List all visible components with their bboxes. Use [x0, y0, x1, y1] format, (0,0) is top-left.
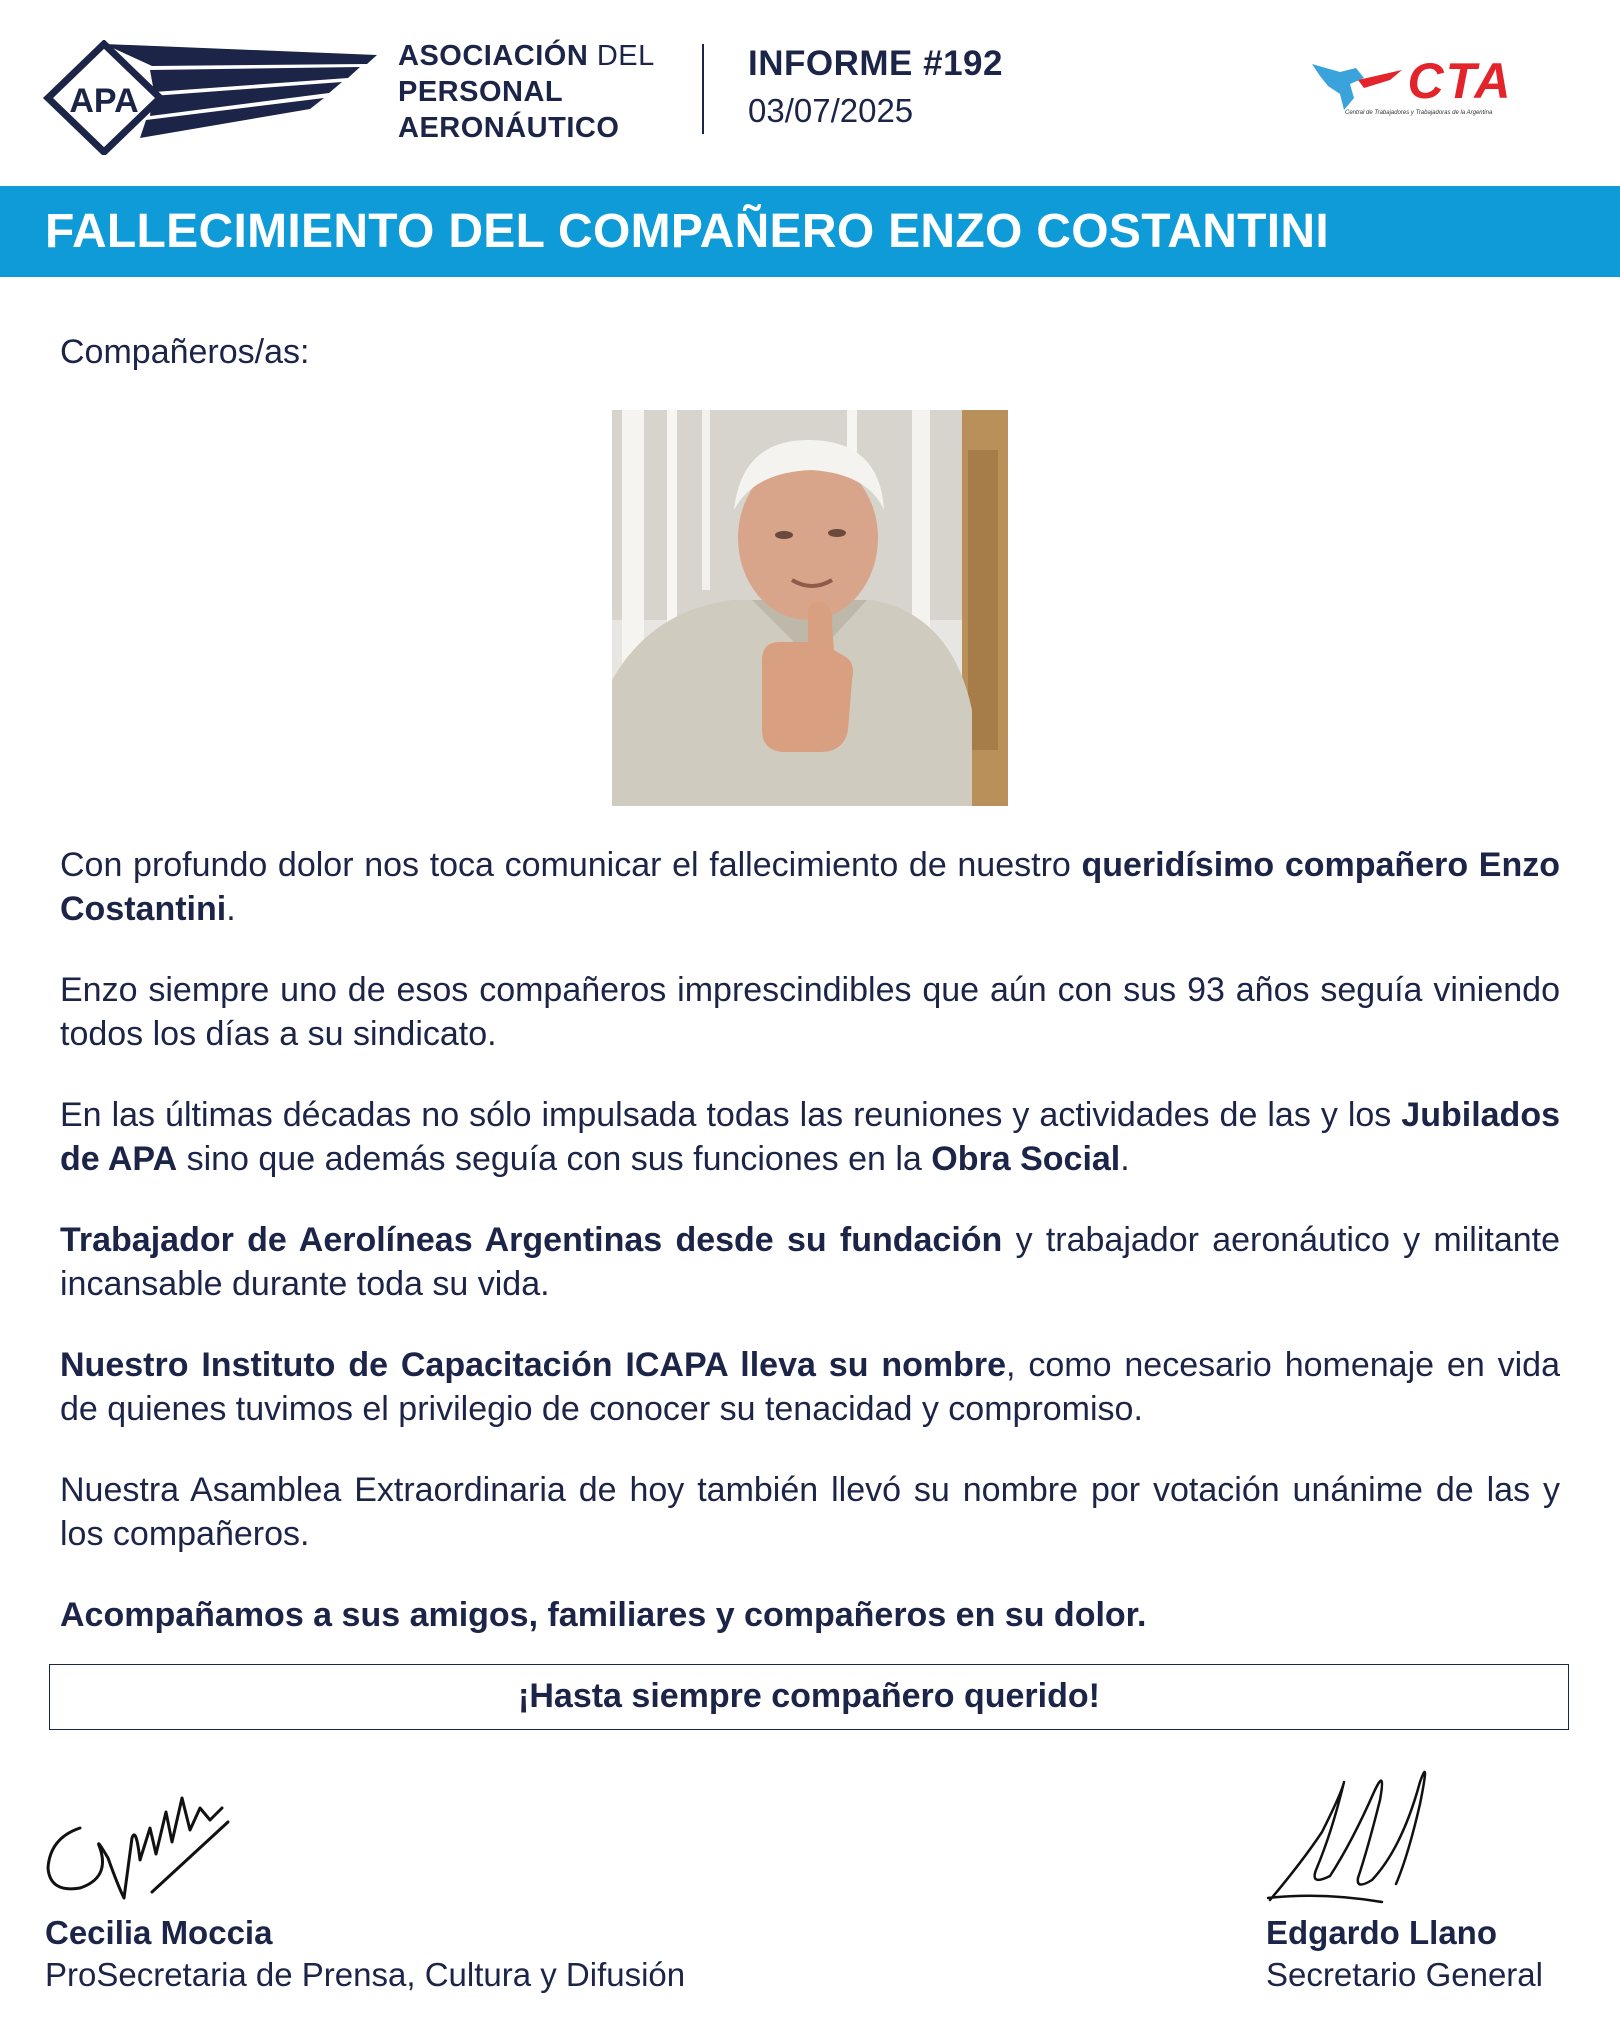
- signature-right: [1262, 1752, 1442, 1912]
- org-name: [398, 38, 655, 146]
- portrait-photo: [612, 410, 1008, 806]
- signer-right-role: Secretario General: [1266, 1956, 1543, 1993]
- body-text: [60, 843, 1560, 1674]
- report-date: 03/07/2025: [748, 92, 914, 129]
- signer-left-role: ProSecretaria de Prensa, Cultura y Difusión: [45, 1956, 686, 1993]
- paragraph-6: Nuestra Asamblea Extraordinaria de hoy también llevó su nombre por votación unánime de las y los compañeros.: [60, 1471, 1560, 1553]
- org-name-line3: AERONÁUTICO: [398, 112, 620, 144]
- signature-left: [40, 1768, 230, 1908]
- page-title: FALLECIMIENTO DEL COMPAÑERO ENZO COSTANTINI: [45, 205, 1330, 258]
- paragraph-3: En las últimas décadas no sólo impulsada todas las reuniones y actividades de las y los Jubilados de APA sino que además seguía con sus funciones en la Obra Social.: [60, 1096, 1560, 1178]
- signer-left-name: Cecilia Moccia: [45, 1914, 273, 1951]
- report-number: INFORME #192: [748, 44, 1003, 83]
- org-name-line2: PERSONAL: [398, 76, 564, 108]
- paragraph-1: Con profundo dolor nos toca comunicar el fallecimiento de nuestro queridísimo compañero Enzo Costantini.: [60, 846, 1560, 928]
- cta-caption: Central de Trabajadores y Trabajadoras de la Argentina: [1345, 110, 1493, 116]
- paragraph-2: Enzo siempre uno de esos compañeros imprescindibles que aún con sus 93 años seguía viniendo todos los días a su sindicato.: [60, 971, 1560, 1053]
- title-bar: [0, 186, 1620, 277]
- header: [0, 0, 1620, 185]
- header-divider: [702, 44, 704, 134]
- apa-logo: [42, 40, 377, 155]
- org-name-line1-bold: ASOCIACIÓN: [398, 40, 589, 72]
- signer-right-name: Edgardo Llano: [1266, 1914, 1497, 1951]
- paragraph-4: Trabajador de Aerolíneas Argentinas desde su fundación y trabajador aeronáutico y militante incansable durante toda su vida.: [60, 1221, 1560, 1303]
- apa-logo-text: APA: [69, 82, 139, 120]
- cta-logo-text: CTA: [1407, 53, 1513, 109]
- greeting: Compañeros/as:: [60, 333, 310, 371]
- farewell-box: ¡Hasta siempre compañero querido!: [49, 1664, 1569, 1730]
- paragraph-5: Nuestro Instituto de Capacitación ICAPA lleva su nombre, como necesario homenaje en vida de quienes tuvimos el privilegio de conocer su tenacidad y compromiso.: [60, 1346, 1560, 1428]
- paragraph-7: Acompañamos a sus amigos, familiares y compañeros en su dolor.: [60, 1596, 1147, 1634]
- org-name-line1-rest: DEL: [588, 40, 655, 72]
